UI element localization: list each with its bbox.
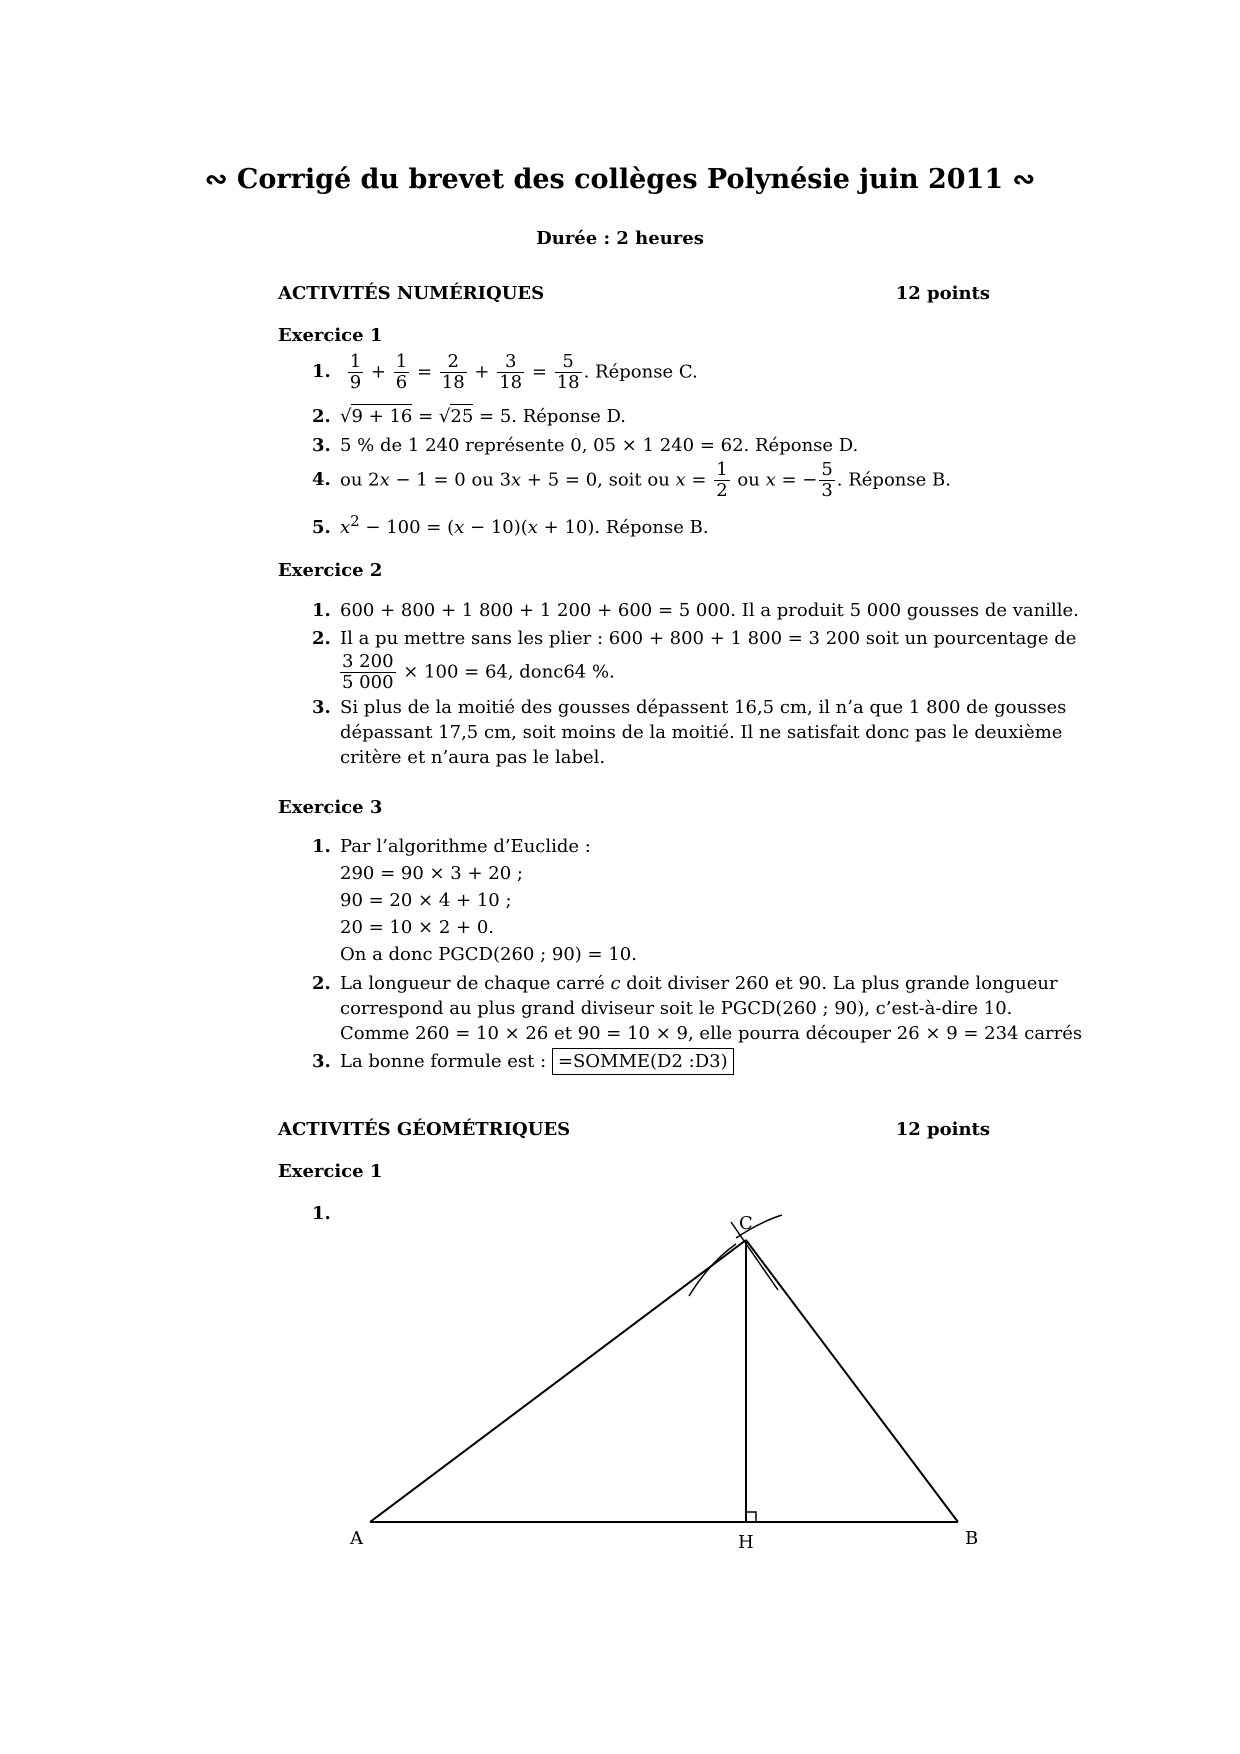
text: − 100 = (	[359, 517, 455, 538]
geo-ex1-q1-number: 1.	[312, 1203, 331, 1224]
formula-box: =SOMME(D2 :D3)	[552, 1048, 734, 1075]
ex3-q1-line2: 290 = 90 × 3 + 20 ;	[340, 863, 523, 884]
radicand: 9 + 16	[351, 406, 413, 427]
ex1-q3-number: 3.	[312, 435, 331, 456]
ex2-q1-number: 1.	[312, 600, 331, 621]
ex1-q2-number: 2.	[312, 406, 331, 427]
variable: x	[340, 517, 351, 538]
point-label-B: B	[965, 1528, 979, 1549]
fraction: $\frac{1}{6}$	[395, 351, 408, 393]
ex1-q4-number: 4.	[312, 469, 331, 491]
page-title: ∾ Corrigé du brevet des collèges Polynésie juin 2011 ∾	[204, 164, 1036, 195]
point-label-H: H	[738, 1532, 754, 1553]
exercise-3-heading: Exercice 3	[278, 797, 383, 818]
text: + 5 = 0, soit ou	[521, 469, 676, 491]
segment-CB	[746, 1240, 958, 1522]
fraction: $\frac{5}{18}$	[556, 351, 580, 393]
variable: x	[454, 517, 465, 538]
operator: =	[531, 361, 547, 383]
ex3-q1-number: 1.	[312, 836, 331, 857]
text: ou 2	[340, 469, 380, 491]
text: − 10)(	[464, 517, 528, 538]
exercise-2-heading: Exercice 2	[278, 560, 383, 581]
variable: x	[675, 469, 686, 491]
section-geometriques-points: 12 points	[895, 1119, 990, 1140]
ex2-q3-line2: dépassant 17,5 cm, soit moins de la moitié. Il ne satisfait donc pas le deuxième	[340, 722, 1063, 743]
sqrt-icon: √	[438, 406, 451, 427]
segment-AC	[370, 1240, 746, 1522]
answer-text: + 10). Réponse B.	[537, 517, 709, 538]
point-label-A: A	[350, 1528, 363, 1549]
answer-text: . Réponse C.	[583, 361, 698, 383]
exercise-1-heading: Exercice 1	[278, 325, 383, 346]
text: La longueur de chaque carré	[340, 973, 611, 994]
section-geometriques-title: ACTIVITÉS GÉOMÉTRIQUES	[278, 1119, 571, 1140]
variable: x	[379, 469, 390, 491]
text: − 1 = 0 ou 3	[389, 469, 512, 491]
exponent: 2	[350, 512, 360, 530]
ex3-q2-number: 2.	[312, 973, 331, 994]
answer-text: = 5. Réponse D.	[473, 406, 626, 427]
variable: x	[511, 469, 522, 491]
duration: Durée : 2 heures	[536, 228, 704, 249]
answer-text: . Réponse B.	[836, 469, 951, 491]
ex1-q1-number: 1.	[312, 361, 331, 383]
fraction: $\frac{1}{2}$	[716, 459, 728, 501]
ex2-q3-line3: critère et n’aura pas le label.	[340, 747, 606, 768]
operator: +	[474, 361, 490, 383]
ex3-q1-line3: 90 = 20 × 4 + 10 ;	[340, 890, 512, 911]
ex2-q3-number: 3.	[312, 697, 331, 718]
section-numeriques-points: 12 points	[895, 283, 990, 304]
variable: x	[527, 517, 538, 538]
text: =	[685, 469, 713, 491]
right-angle-marker	[746, 1512, 756, 1522]
ex2-q2-text: Il a pu mettre sans les plier : 600 + 800 + 1 800 = 3 200 soit un pourcentage de	[340, 628, 1077, 649]
text: doit diviser 260 et 90. La plus grande longueur	[620, 973, 1058, 994]
fraction: $\frac{1}{9}$	[349, 351, 362, 393]
ex3-q1-line4: 20 = 10 × 2 + 0.	[340, 917, 495, 938]
ex2-q2-result: × 100 = 64, donc64 %.	[397, 661, 615, 683]
operator: =	[416, 361, 433, 383]
fraction: $\frac{3}{18}$	[499, 351, 523, 393]
ex3-q2-line2: correspond au plus grand diviseur soit le PGCD(260 ; 90), c’est-à-dire 10.	[340, 998, 1013, 1019]
sqrt-icon: √	[340, 406, 352, 427]
ex3-q3-text: La bonne formule est :	[340, 1051, 552, 1072]
radicand: 25	[450, 406, 474, 427]
geo-exercise-1-heading: Exercice 1	[278, 1161, 383, 1182]
operator: +	[370, 361, 387, 383]
ex3-q1-line5: On a donc PGCD(260 ; 90) = 10.	[340, 944, 637, 965]
variable: c	[610, 973, 621, 994]
ex1-q3-text: 5 % de 1 240 représente 0, 05 × 1 240 = 62. Réponse D.	[340, 435, 859, 456]
text: = −	[775, 469, 818, 491]
ex3-q2-line3: Comme 260 = 10 × 26 et 90 = 10 × 9, elle pourra découper 26 × 9 = 234 carrés	[340, 1023, 1083, 1044]
ex3-q3-number: 3.	[312, 1051, 331, 1072]
point-label-C: C	[739, 1213, 753, 1234]
ex3-q1-line1: Par l’algorithme d’Euclide :	[340, 836, 591, 857]
ex2-q3-line1: Si plus de la moitié des gousses dépassent 16,5 cm, il n’a que 1 800 de gousses	[340, 697, 1067, 718]
ex1-q5-number: 5.	[312, 517, 331, 538]
fraction: $\frac{2}{18}$	[441, 351, 465, 393]
section-numeriques-title: ACTIVITÉS NUMÉRIQUES	[278, 283, 545, 304]
text: ou	[731, 469, 766, 491]
ex2-q1-text: 600 + 800 + 1 800 + 1 200 + 600 = 5 000. Il a produit 5 000 gousses de vanille.	[340, 600, 1079, 621]
operator: =	[412, 406, 439, 427]
ex2-q2-number: 2.	[312, 628, 331, 649]
fraction: $\frac{5}{3}$	[821, 459, 833, 501]
variable: x	[765, 469, 776, 491]
fraction: $\frac{3 200}{5 000}$	[342, 651, 394, 693]
